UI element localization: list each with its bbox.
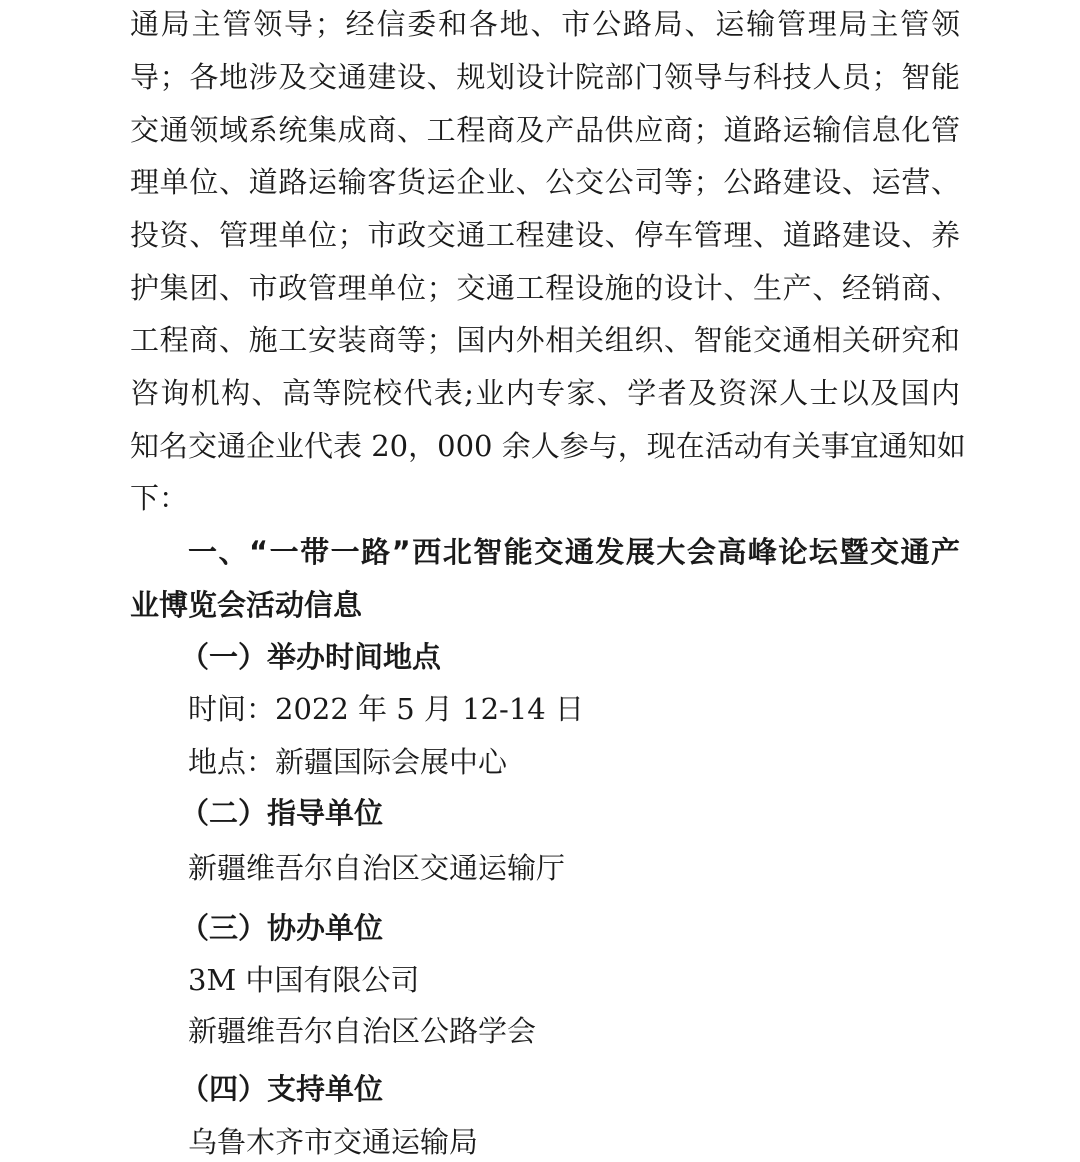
paragraph-line: 理单位、道路运输客货运企业、公交公司等；公路建设、运营、 bbox=[130, 165, 960, 199]
section-title: 一、“一带一路”西北智能交通发展大会高峰论坛暨交通产 bbox=[188, 535, 960, 569]
paragraph-line: 交通领域系统集成商、工程商及产品供应商；道路运输信息化管 bbox=[130, 113, 960, 147]
co-organizer: 新疆维吾尔自治区公路学会 bbox=[188, 1014, 537, 1048]
supporting-unit: 乌鲁木齐市交通运输局 bbox=[188, 1125, 479, 1159]
subsection-heading: （一）举办时间地点 bbox=[180, 640, 442, 674]
paragraph-line: 知名交通企业代表 20，000 余人参与，现在活动有关事宜通知如 bbox=[130, 429, 966, 463]
paragraph-line: 导；各地涉及交通建设、规划设计院部门领导与科技人员；智能 bbox=[130, 60, 960, 94]
section-title-continuation: 业博览会活动信息 bbox=[130, 588, 363, 622]
subsection-heading: （三）协办单位 bbox=[180, 911, 384, 945]
paragraph-line: 咨询机构、高等院校代表;业内专家、学者及资深人士以及国内 bbox=[130, 376, 960, 410]
event-time: 时间：2022 年 5 月 12-14 日 bbox=[188, 692, 584, 726]
paragraph-line: 下： bbox=[130, 481, 189, 515]
event-place: 地点：新疆国际会展中心 bbox=[188, 745, 508, 779]
subsection-heading: （二）指导单位 bbox=[180, 796, 384, 830]
paragraph-line: 工程商、施工安装商等；国内外相关组织、智能交通相关研究和 bbox=[130, 323, 960, 357]
paragraph-line: 通局主管领导；经信委和各地、市公路局、运输管理局主管领 bbox=[130, 7, 960, 41]
subsection-heading: （四）支持单位 bbox=[180, 1072, 384, 1106]
co-organizer: 3M 中国有限公司 bbox=[188, 963, 420, 997]
guiding-unit: 新疆维吾尔自治区交通运输厅 bbox=[188, 851, 566, 885]
paragraph-line: 护集团、市政管理单位；交通工程设施的设计、生产、经销商、 bbox=[130, 271, 960, 305]
paragraph-line: 投资、管理单位；市政交通工程建设、停车管理、道路建设、养 bbox=[130, 218, 960, 252]
